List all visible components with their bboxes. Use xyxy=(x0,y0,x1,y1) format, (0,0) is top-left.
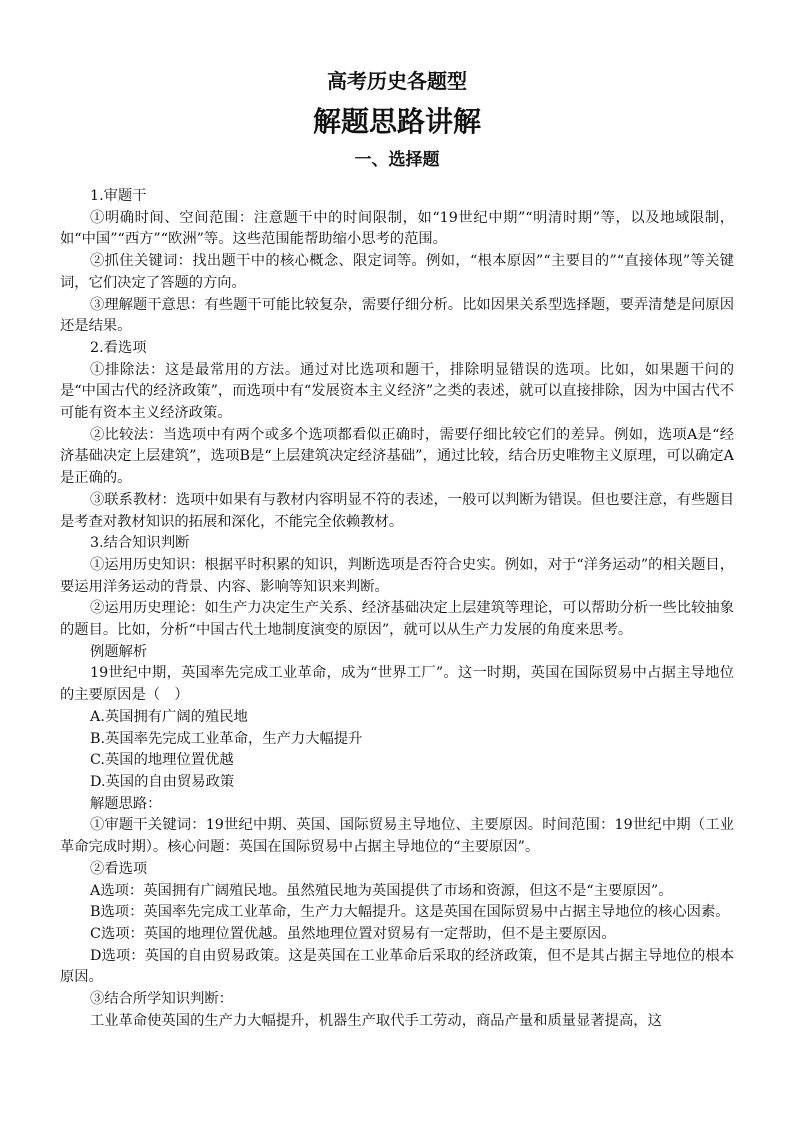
option-a: A.英国拥有广阔的殖民地 xyxy=(90,708,248,725)
paragraph: ②运用历史理论：如生产力决定生产关系、经济基础决定上层建筑等理论，可以帮助分析一些比较抽象的题目。比如，分析“中国古代土地制度演变的原因”，就可以从生产力发展的角度来思考。 xyxy=(60,600,734,639)
section-title: 一、选择题 xyxy=(354,150,440,170)
heading-example: 例题解析 xyxy=(90,643,148,660)
option-d: D.英国的自由贸易政策 xyxy=(90,773,235,790)
paragraph: 工业革命使英国的生产力大幅提升，机器生产取代手工劳动，商品产量和质量显著提高，这 xyxy=(90,1012,662,1029)
paragraph: ①运用历史知识：根据平时积累的知识，判断选项是否符合史实。例如，对于“洋务运动”的相关题目，要运用洋务运动的背景、内容、影响等知识来判断。 xyxy=(60,556,734,595)
paragraph: D选项：英国的自由贸易政策。这是英国在工业革命后采取的经济政策，但不是其占据主导地位的根本原因。 xyxy=(60,947,734,986)
heading-apply-knowledge: 3.结合知识判断 xyxy=(90,535,190,552)
paragraph: A选项：英国拥有广阔殖民地。虽然殖民地为英国提供了市场和资源，但这不是“主要原因”。 xyxy=(90,882,673,899)
option-b: B.英国率先完成工业革命，生产力大幅提升 xyxy=(90,730,363,747)
option-c: C.英国的地理位置优越 xyxy=(90,752,234,769)
paragraph: ②抓住关键词：找出题干中的核心概念、限定词等。例如，“根本原因”“主要目的”“直接体现”等关键词，它们决定了答题的方向。 xyxy=(60,253,734,291)
heading-read-options: 2.看选项 xyxy=(90,339,147,356)
paragraph: ③理解题干意思：有些题干可能比较复杂，需要仔细分析。比如因果关系型选择题，要弄清楚是问原因还是结果。 xyxy=(60,296,734,335)
paragraph: B选项：英国率先完成工业革命，生产力大幅提升。这是英国在国际贸易中占据主导地位的核心因素。 xyxy=(90,904,730,921)
paragraph: ①排除法：这是最常用的方法。通过对比选项和题干，排除明显错误的选项。比如，如果题干问的是“中国古代的经济政策”，而选项中有“发展资本主义经济”之类的表述，就可以直接排除，因为中国古代不可能有资本主义经济政策。 xyxy=(60,361,734,422)
example-question: 19世纪中期，英国率先完成工业革命，成为“世界工厂”。这一时期，英国在国际贸易中占据主导地位的主要原因是（ ） xyxy=(60,665,734,704)
document-title-line1: 高考历史各题型 xyxy=(327,69,467,93)
paragraph: ③结合所学知识判断： xyxy=(90,991,233,1008)
heading-solution: 解题思路： xyxy=(90,795,162,812)
paragraph: ②看选项 xyxy=(90,860,148,877)
paragraph: ③联系教材：选项中如果有与教材内容明显不符的表述，一般可以判断为错误。但也要注意，有些题目是考查对教材知识的拓展和深化，不能完全依赖教材。 xyxy=(60,491,734,530)
paragraph: ①明确时间、空间范围：注意题干中的时间限制，如“19世纪中期”“明清时期”等，以及地域限制，如“中国”“西方”“欧洲”等。这些范围能帮助缩小思考的范围。 xyxy=(60,209,734,248)
document-body xyxy=(60,186,734,1032)
paragraph: ②比较法：当选项中有两个或多个选项都看似正确时，需要仔细比较它们的差异。例如，选项A是“经济基础决定上层建筑”，选项B是“上层建筑决定经济基础”，通过比较，结合历史唯物主义原理，可以确定A是正确的。 xyxy=(60,426,734,487)
document-header xyxy=(0,66,794,174)
paragraph: C选项：英国的地理位置优越。虽然地理位置对贸易有一定帮助，但不是主要原因。 xyxy=(90,925,616,942)
paragraph: ①审题干关键词：19世纪中期、英国、国际贸易主导地位、主要原因。时间范围：19世纪中期（工业革命完成时期）。核心问题：英国在国际贸易中占据主导地位的“主要原因”。 xyxy=(60,817,734,856)
document-title-line2: 解题思路讲解 xyxy=(312,105,481,138)
heading-review-stem: 1.审题干 xyxy=(90,188,147,204)
